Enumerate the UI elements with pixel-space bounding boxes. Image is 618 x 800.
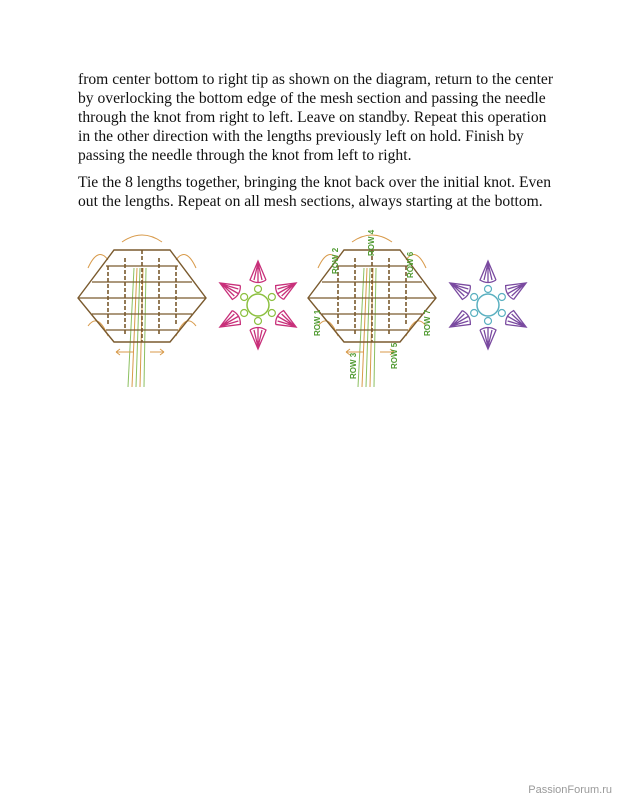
mesh-diamond-diagram-1 (78, 235, 206, 387)
text-line: Tie the 8 lengths together, bringing the knot back over the initial knot. Even (78, 174, 552, 191)
tassel-petal (480, 261, 496, 283)
text-line: in the other direction with the lengths previously left on hold. Finish by (78, 128, 524, 145)
text-line: passing the needle through the knot from left to right. (78, 147, 412, 164)
flower-picot (471, 294, 478, 301)
row-label: ROW 6 (406, 251, 415, 278)
flower-picot (241, 310, 248, 317)
row-label: ROW 4 (367, 229, 376, 256)
tassel-petal (503, 309, 530, 334)
flower-picot (255, 318, 262, 325)
row-label: ROW 1 (313, 309, 322, 336)
text-line: by overlocking the bottom edge of the mesh section and passing the needle (78, 90, 546, 107)
flower-picot (498, 310, 505, 317)
arrow-right-icon (150, 349, 164, 355)
flower-picot (241, 294, 248, 301)
flower-center-ring (247, 294, 269, 316)
loop-arc (122, 235, 162, 242)
tassel-petal (446, 276, 473, 301)
tassel-petal (273, 309, 300, 334)
mesh-diamond-diagram-2 (308, 235, 436, 387)
watermark: PassionForum.ru (528, 784, 612, 796)
arrow-left-icon (116, 349, 134, 355)
flower-picot (498, 294, 505, 301)
yarn-strand (374, 268, 376, 387)
flower-picot (485, 318, 492, 325)
flower-picot (471, 310, 478, 317)
flower-picot (485, 286, 492, 293)
yarn-strand (144, 268, 146, 387)
flower-picot (268, 310, 275, 317)
row-label: ROW 3 (349, 352, 358, 379)
flower-picot (255, 286, 262, 293)
crochet-diagram (70, 222, 550, 397)
paragraph-instructions (78, 70, 554, 165)
yarn-strand (140, 268, 143, 387)
tassel-petal (250, 328, 266, 350)
row-label: ROW 5 (390, 342, 399, 369)
tassel-petal (480, 328, 496, 350)
text-line: from center bottom to right tip as shown on the diagram, return to the center (78, 71, 554, 88)
tassel-petal (446, 309, 473, 334)
flower-motif-1 (216, 261, 300, 349)
tassel-petal (216, 276, 243, 301)
tassel-petal (216, 309, 243, 334)
text-line: out the lengths. Repeat on all mesh sections, always starting at the bottom. (78, 193, 543, 210)
row-label: ROW 2 (331, 247, 340, 274)
flower-motif-2 (446, 261, 530, 349)
yarn-strand (370, 268, 373, 387)
paragraph-tie-lengths (78, 173, 552, 211)
flower-center-ring (477, 294, 499, 316)
text-line: through the knot from right to left. Leave on standby. Repeat this operation (78, 109, 547, 126)
tassel-petal (503, 276, 530, 301)
row-label: ROW 7 (423, 309, 432, 336)
tassel-petal (250, 261, 266, 283)
flower-picot (268, 294, 275, 301)
tassel-petal (273, 276, 300, 301)
